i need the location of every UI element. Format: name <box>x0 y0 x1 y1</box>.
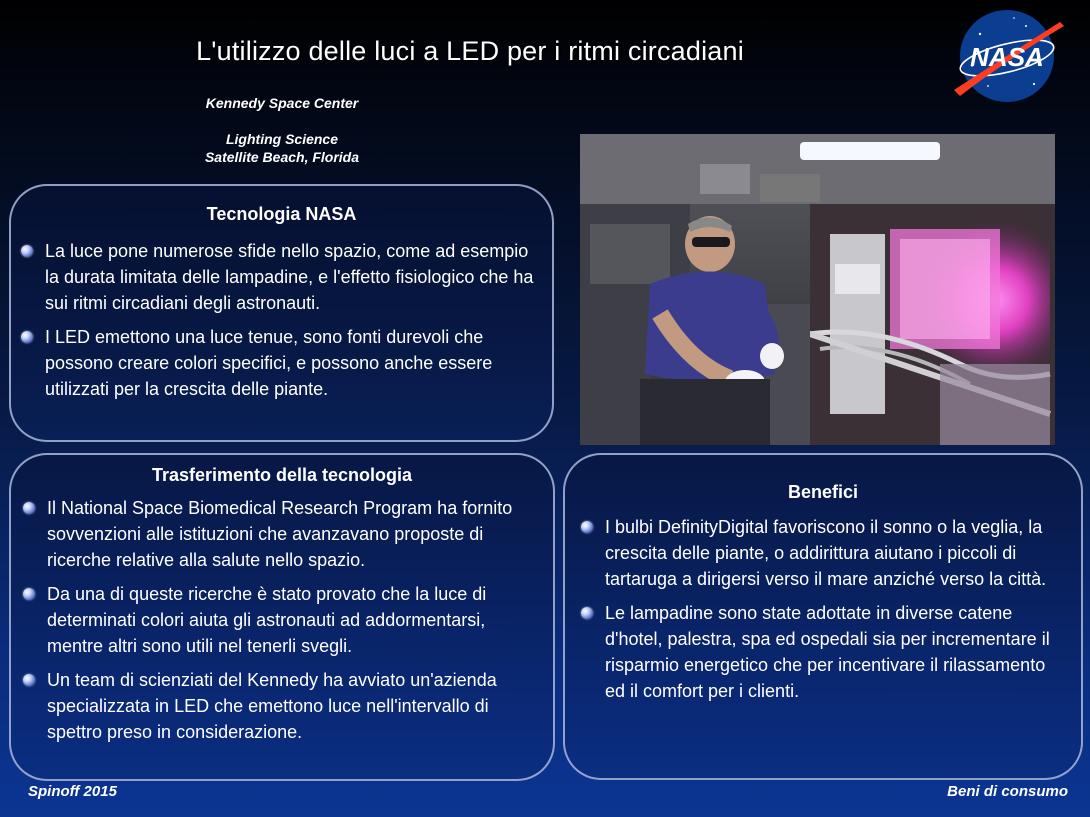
bullet-icon <box>581 607 593 619</box>
partner-info <box>162 130 402 166</box>
logo-text: NASA <box>970 42 1044 72</box>
list-item <box>565 600 1081 704</box>
panel-heading-technology: Tecnologia NASA <box>206 204 357 224</box>
astronaut-led-plant-image <box>580 134 1055 445</box>
nasa-logo <box>944 4 1070 108</box>
bullet-text: Le lampadine sono state adottate in diverse catene d'hotel, palestra, spa ed ospedali sia per incrementare il risparmio energetico che per incentivare il rilassamento ed il comfort per i clienti. <box>605 603 1050 701</box>
bullet-text: Un team di scienziati del Kennedy ha avviato un'azienda specializzata in LED che emettono luce nell'intervallo di spettro preso in considerazione. <box>47 670 497 742</box>
partner-company: Lighting Science <box>225 131 338 147</box>
list-item <box>565 514 1081 592</box>
list-item <box>11 667 553 745</box>
bullet-text: I LED emettono una luce tenue, sono fonti durevoli che possono creare colori specifici, e possono anche essere utilizzati per la crescita delle piante. <box>45 327 493 399</box>
bullet-text: Da una di queste ricerche è stato provato che la luce di determinati colori aiuta gli astronauti ad addormentarsi, mentre altri sono utili nel tenerli svegli. <box>47 584 487 656</box>
bullet-text: I bulbi DefinityDigital favoriscono il sonno o la veglia, la crescita delle piante, o addirittura aiutano i piccoli di tartaruga a dirigersi verso il mare anziché verso la città. <box>605 517 1047 589</box>
bullet-text: Il National Space Biomedical Research Program ha fornito sovvenzioni alle istituzioni che avanzavano proposte di ricerche relative alla salute nello spazio. <box>47 498 513 570</box>
list-item <box>11 495 553 573</box>
panel-heading-benefits: Benefici <box>787 482 859 502</box>
technology-bullets <box>11 238 552 402</box>
footer-category: Beni di consumo <box>947 783 1068 800</box>
transfer-bullets <box>11 495 553 745</box>
partner-location: Satellite Beach, Florida <box>204 149 360 165</box>
panel-benefits <box>563 453 1083 780</box>
benefits-bullets <box>565 514 1081 704</box>
bullet-icon <box>21 245 33 257</box>
panel-technology-transfer <box>9 453 555 781</box>
bullet-icon <box>23 588 35 600</box>
bullet-icon <box>23 674 35 686</box>
bullet-text: La luce pone numerose sfide nello spazio, come ad esempio la durata limitata delle lampadine, e l'effetto fisiologico che ha sui ritmi circadiani degli astronauti. <box>45 241 534 313</box>
bullet-icon <box>23 502 35 514</box>
panel-heading-transfer: Trasferimento della tecnologia <box>151 465 413 485</box>
bullet-icon <box>21 331 33 343</box>
center-name: Kennedy Space Center <box>205 95 359 111</box>
astronaut-photo <box>580 134 1055 445</box>
list-item <box>11 238 552 316</box>
bullet-icon <box>581 521 593 533</box>
list-item <box>11 581 553 659</box>
list-item <box>11 324 552 402</box>
page-title: L'utilizzo delle luci a LED per i ritmi circadiani <box>196 36 744 66</box>
panel-nasa-technology <box>9 184 554 442</box>
footer-publication: Spinoff 2015 <box>28 783 117 800</box>
